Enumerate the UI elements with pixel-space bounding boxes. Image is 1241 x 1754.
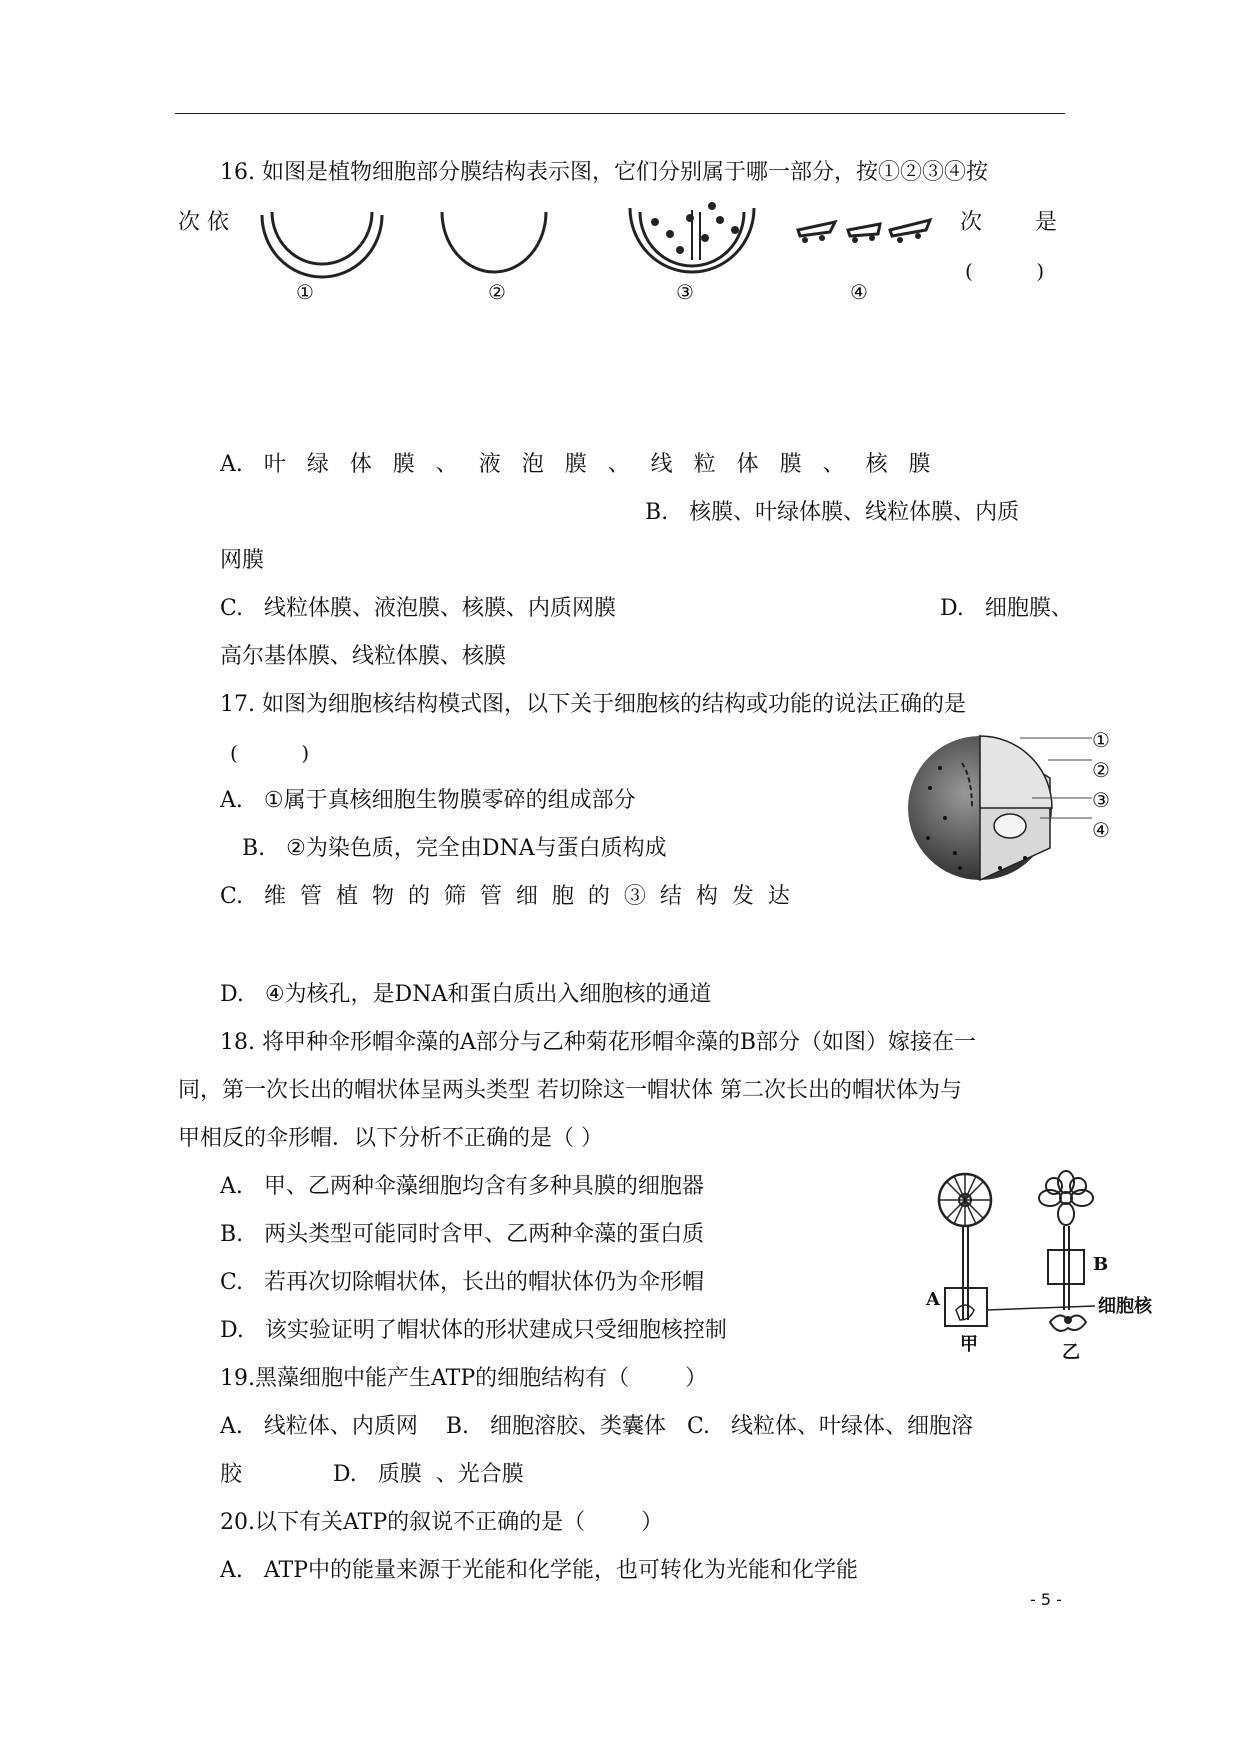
q18-fig-label-jia: 甲 bbox=[960, 1334, 978, 1355]
q18-acetabularia-figure bbox=[920, 1170, 1160, 1360]
q16-stem-cont-b: 是 bbox=[1035, 210, 1058, 235]
q18-stem-3: 甲相反的伞形帽．以下分析不正确的是（ ） bbox=[178, 1126, 603, 1151]
q17-fig-label-2: ② bbox=[1092, 758, 1110, 782]
q19-options: A. 线粒体、内质网 B. 细胞溶胶、类囊体 C. 线粒体、叶绿体、细胞溶 bbox=[220, 1414, 973, 1439]
q18-stem-2: 同，第一次长出的帽状体呈两头类型 若切除这一帽状体 第二次长出的帽状体为与 bbox=[178, 1078, 962, 1103]
q16-fig-label-3: ③ bbox=[676, 280, 694, 304]
q17-option-c: C. 维 管 植 物 的 筛 管 细 胞 的 ③ 结 构 发 达 bbox=[220, 884, 790, 909]
q20-stem: 20.以下有关ATP的叙说不正确的是（ ） bbox=[220, 1510, 664, 1535]
q19-options-cont: 胶 D. 质膜 、光合膜 bbox=[220, 1462, 524, 1487]
q16-fig-label-1: ① bbox=[296, 280, 314, 304]
q17-fig-label-3: ③ bbox=[1092, 788, 1110, 812]
q18-option-d: D. 该实验证明了帽状体的形状建成只受细胞核控制 bbox=[220, 1318, 727, 1343]
q18-fig-label-a: A bbox=[926, 1289, 940, 1310]
nucleus-sphere-icon bbox=[908, 736, 1092, 880]
q16-option-d-cont: 高尔基体膜、线粒体膜、核膜 bbox=[220, 644, 507, 669]
q17-option-a: A. ①属于真核细胞生物膜零碎的组成部分 bbox=[220, 788, 636, 813]
q18-fig-label-b: B bbox=[1093, 1254, 1109, 1275]
membrane-3-icon bbox=[630, 202, 754, 272]
q18-option-c: C. 若再次切除帽状体，长出的帽状体仍为伞形帽 bbox=[220, 1270, 705, 1295]
q17-option-d: D. ④为核孔，是DNA和蛋白质出入细胞核的通道 bbox=[220, 982, 712, 1007]
membrane-2-icon bbox=[442, 212, 546, 272]
q18-fig-label-nucleus: 细胞核 bbox=[1098, 1296, 1152, 1317]
q18-fig-label-yi: 乙 bbox=[1062, 1342, 1080, 1363]
q16-option-d: D. 细胞膜、 bbox=[940, 596, 1073, 621]
q17-fig-label-4: ④ bbox=[1092, 818, 1110, 842]
q17-nucleus-figure bbox=[900, 718, 1100, 893]
q18-option-a: A. 甲、乙两种伞藻细胞均含有多种具膜的细胞器 bbox=[220, 1174, 704, 1199]
q20-option-a: A. ATP中的能量来源于光能和化学能，也可转化为光能和化学能 bbox=[220, 1558, 859, 1583]
page-number: - 5 - bbox=[1030, 1590, 1062, 1609]
q16-stem-cont-a: 次 bbox=[960, 210, 983, 235]
q16-stem-cont: 次 依 bbox=[178, 210, 229, 235]
q16-membrane-figure bbox=[250, 200, 950, 310]
q16-fig-label-4: ④ bbox=[850, 280, 868, 304]
q16-option-b: B. 核膜、叶绿体膜、线粒体膜、内质 bbox=[645, 500, 1020, 525]
q16-stem: 16. 如图是植物细胞部分膜结构表示图，它们分别属于哪一部分，按①②③④按 bbox=[220, 160, 988, 185]
q17-stem: 17. 如图为细胞核结构模式图，以下关于细胞核的结构或功能的说法正确的是 bbox=[220, 692, 966, 717]
q18-option-b: B. 两头类型可能同时含甲、乙两种伞藻的蛋白质 bbox=[220, 1222, 705, 1247]
q18-stem-1: 18. 将甲种伞形帽伞藻的A部分与乙种菊花形帽伞藻的B部分（如图）嫁接在一 bbox=[220, 1030, 977, 1055]
q16-option-b-cont: 网膜 bbox=[220, 548, 265, 573]
q17-fig-label-1: ① bbox=[1092, 728, 1110, 752]
q17-answer-blank: ( ) bbox=[230, 741, 310, 765]
q16-fig-label-2: ② bbox=[488, 280, 506, 304]
membrane-4-icon bbox=[798, 220, 930, 243]
header-rule bbox=[175, 113, 1065, 114]
q16-option-a: A. 叶 绿 体 膜 、 液 泡 膜 、 线 粒 体 膜 、 核 膜 bbox=[220, 452, 931, 477]
membrane-1-icon bbox=[262, 212, 382, 277]
q16-option-c: C. 线粒体膜、液泡膜、核膜、内质网膜 bbox=[220, 596, 617, 621]
q16-answer-blank: ( ) bbox=[965, 259, 1045, 283]
q17-option-b: B. ②为染色质，完全由DNA与蛋白质构成 bbox=[242, 836, 667, 861]
umbrella-cap-icon bbox=[939, 1174, 991, 1326]
q19-stem: 19.黑藻细胞中能产生ATP的细胞结构有（ ） bbox=[220, 1366, 708, 1391]
